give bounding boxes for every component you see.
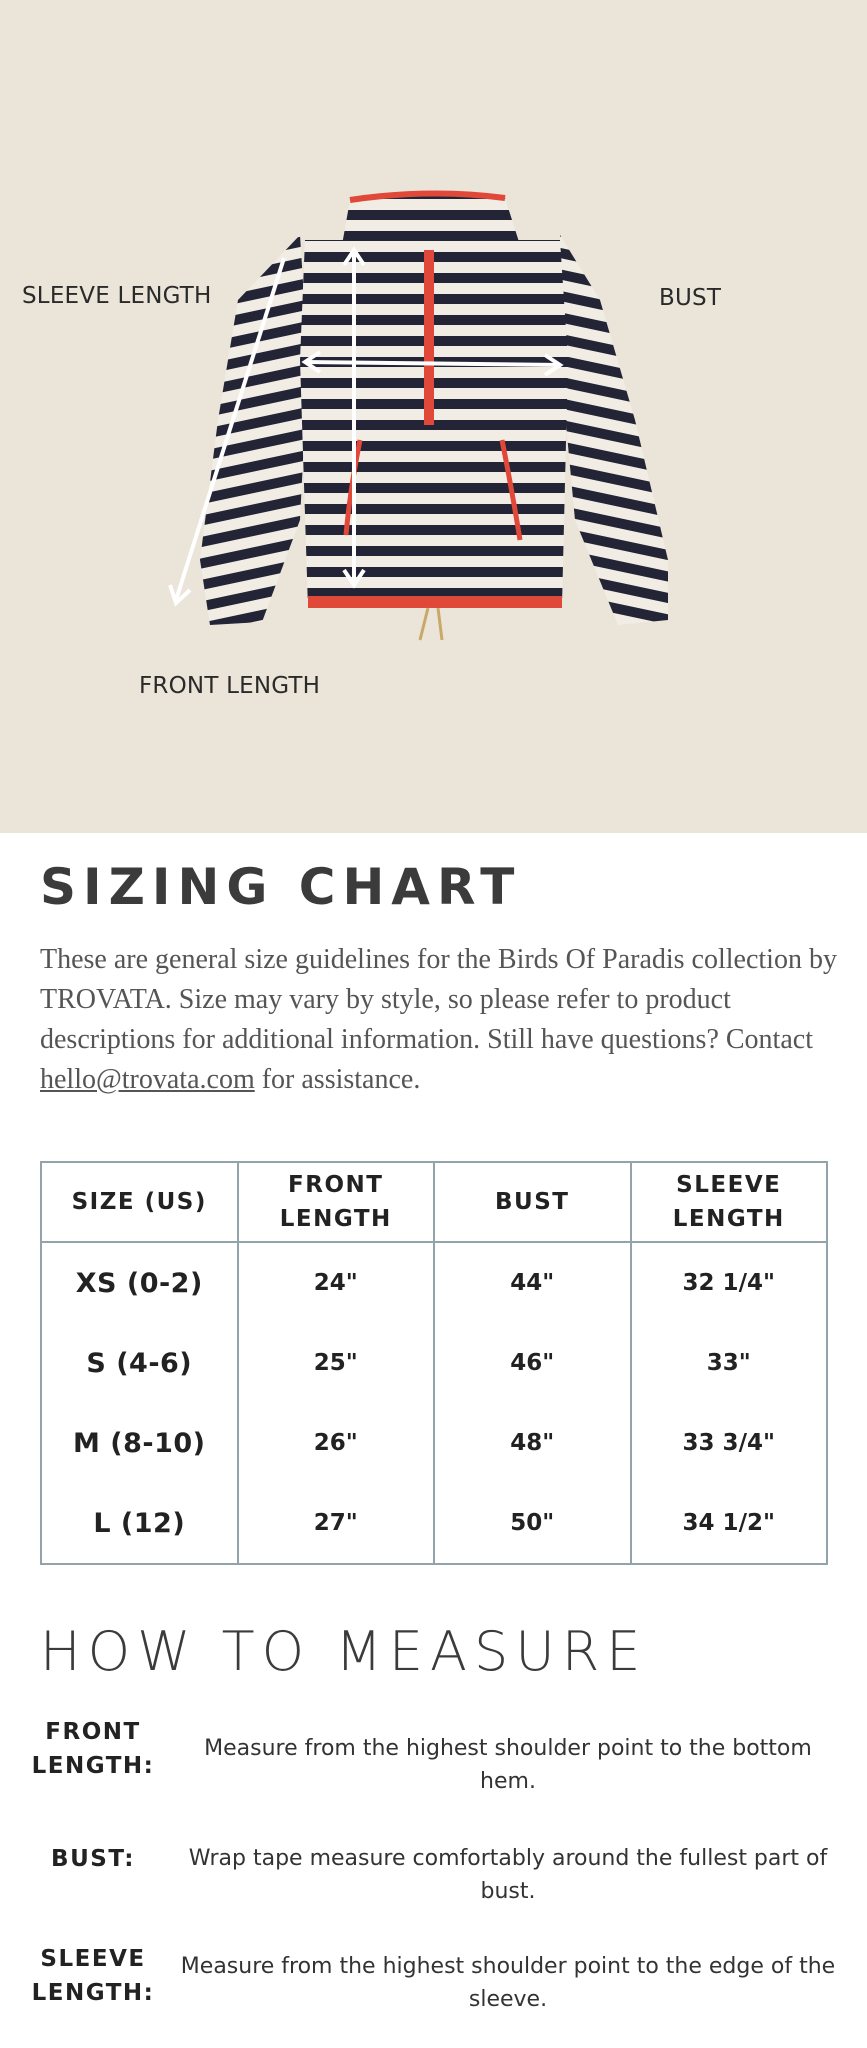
- table-header-row: [41, 1162, 827, 1242]
- left-sleeve: [200, 235, 308, 625]
- table-row: [41, 1242, 827, 1323]
- hem-band: [308, 596, 562, 608]
- size-table: [40, 1161, 828, 1565]
- front-length-label: FRONT LENGTH: [139, 673, 321, 699]
- measure-term: BUST:: [51, 1846, 135, 1872]
- measure-desc: Measure from the highest shoulder point to the edge of the sleeve.: [180, 1954, 836, 2012]
- right-sleeve: [560, 235, 668, 625]
- measure-term: SLEEVE LENGTH:: [31, 1946, 155, 2006]
- hoodie-illustration: [0, 0, 867, 833]
- size-cell: L (12): [41, 1483, 238, 1564]
- intro-text-end: for assistance.: [254, 1064, 421, 1095]
- front-length-cell: 24": [238, 1242, 435, 1323]
- size-cell: S (4-6): [41, 1323, 238, 1403]
- intro-paragraph: [40, 940, 840, 1100]
- header-sleeve-length: SLEEVE LENGTH: [631, 1162, 828, 1242]
- header-bust: BUST: [434, 1162, 631, 1242]
- bust-cell: 50": [434, 1483, 631, 1564]
- sleeve-length-cell: 34 1/2": [631, 1483, 828, 1564]
- bust-cell: 48": [434, 1403, 631, 1483]
- sleeve-length-cell: 33 3/4": [631, 1403, 828, 1483]
- product-diagram-section: [0, 0, 867, 833]
- sleeve-length-cell: 32 1/4": [631, 1242, 828, 1323]
- table-row: [41, 1483, 827, 1564]
- measure-term: FRONT LENGTH:: [31, 1719, 155, 1779]
- how-to-measure-title: HOW TO MEASURE: [40, 1620, 648, 1683]
- measure-desc: Wrap tape measure comfortably around the fullest part of bust.: [188, 1846, 828, 1904]
- measure-item-front-length: [28, 1715, 840, 1794]
- bust-cell: 46": [434, 1323, 631, 1403]
- bust-cell: 44": [434, 1242, 631, 1323]
- measure-item-bust: [28, 1842, 840, 1912]
- header-size: SIZE (US): [41, 1162, 238, 1242]
- email-link[interactable]: hello@trovata.com: [40, 1064, 255, 1095]
- page-title: SIZING CHART: [40, 858, 522, 916]
- sleeve-length-cell: 33": [631, 1323, 828, 1403]
- intro-text: These are general size guidelines for the Birds Of Paradis collection by TROVATA. Size may vary by style, so please refer to product descriptions for additional information. Still have questions? Contact: [40, 944, 837, 1055]
- front-length-cell: 26": [238, 1403, 435, 1483]
- table-row: [41, 1403, 827, 1483]
- front-length-cell: 25": [238, 1323, 435, 1403]
- size-cell: XS (0-2): [41, 1242, 238, 1323]
- table-row: [41, 1323, 827, 1403]
- measure-item-sleeve-length: [28, 1942, 840, 2012]
- header-front-length: FRONT LENGTH: [238, 1162, 435, 1242]
- bust-label: BUST: [659, 285, 722, 311]
- zipper: [424, 250, 434, 425]
- front-length-cell: 27": [238, 1483, 435, 1564]
- size-cell: M (8-10): [41, 1403, 238, 1483]
- measure-desc: Measure from the highest shoulder point to the bottom hem.: [204, 1736, 812, 1794]
- sleeve-length-label: SLEEVE LENGTH: [22, 283, 212, 309]
